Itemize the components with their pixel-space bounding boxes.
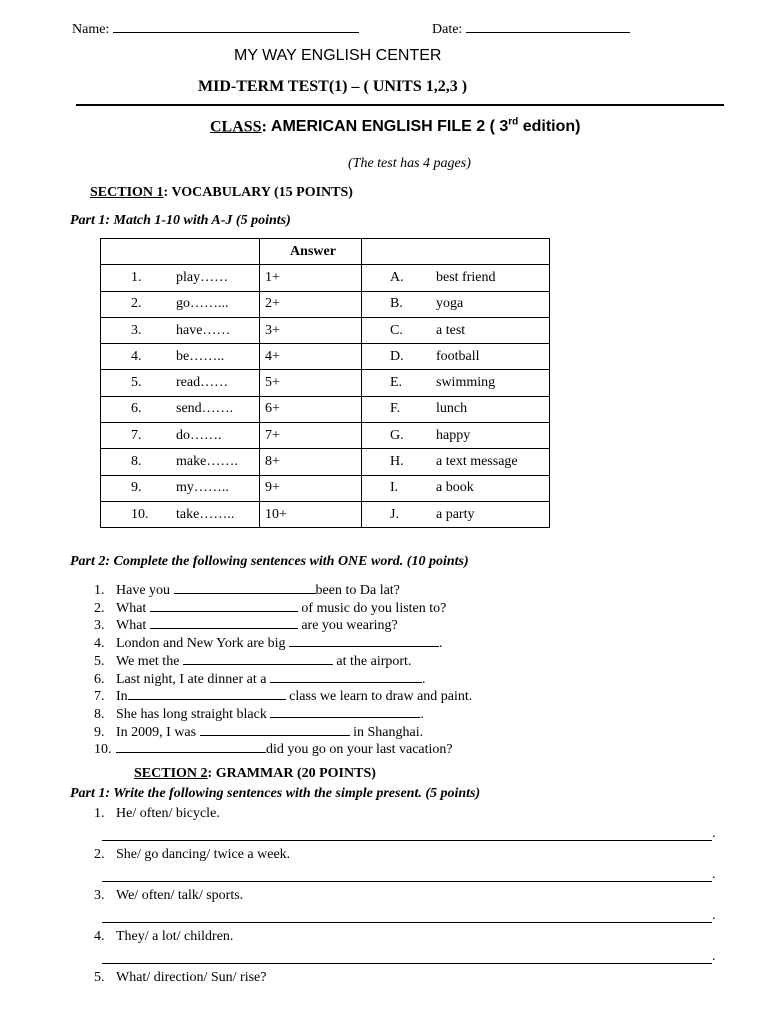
item-letter: F. (390, 401, 401, 417)
sentence-item (94, 686, 472, 705)
item-word: do……. (176, 427, 222, 443)
class-name: AMERICAN ENGLISH FILE 2 ( 3rd edition) (270, 117, 581, 136)
table-row (101, 423, 550, 449)
class-label: CLASS (210, 118, 262, 136)
sentence-start: We met the (116, 653, 183, 669)
answer-slot: 5+ (265, 375, 280, 391)
sentence-end: class we learn to draw and paint. (285, 689, 473, 705)
item-letter: D. (390, 348, 404, 364)
section1-part2-title: Part 2: Complete the following sentences with ONE word. (10 points) (70, 554, 469, 569)
table-row (101, 370, 550, 396)
sentence-end: . (421, 671, 426, 687)
item-number: 8. (131, 454, 142, 470)
date-field[interactable] (466, 19, 630, 33)
item-letter: B. (390, 296, 403, 312)
sentence-number: 10. (94, 742, 112, 758)
sentence-number: 6. (94, 671, 105, 687)
sentence-start: In (116, 689, 128, 705)
item-letter: E. (390, 375, 403, 391)
table-row (101, 317, 550, 343)
table-row (101, 475, 550, 501)
sentence-number: 2. (94, 600, 105, 616)
sentence-end: been to Da lat? (315, 583, 400, 598)
section1-part1-title: Part 1: Match 1-10 with A-J (5 points) (70, 213, 291, 228)
answer-slot: 7+ (265, 427, 280, 443)
answer-header: Answer (260, 239, 362, 265)
blank-field[interactable] (150, 598, 298, 612)
name-label: Name: (72, 19, 359, 38)
item-match: a book (436, 480, 474, 496)
sentence-start: What (116, 600, 150, 616)
answer-slot: 10+ (265, 506, 287, 522)
item-word: read…… (176, 375, 229, 391)
prompt-item (94, 806, 220, 822)
sentence-end: at the airport. (332, 653, 412, 669)
answer-slot: 8+ (265, 454, 280, 470)
answer-cell[interactable] (260, 396, 362, 422)
sentence-number: 7. (94, 689, 105, 705)
answer-cell[interactable] (260, 265, 362, 291)
prompt-text: They/ a lot/ children. (116, 929, 234, 944)
sentence-start: Have you (116, 583, 174, 598)
answer-cell[interactable] (260, 475, 362, 501)
sentence-item (94, 704, 424, 723)
answer-cell[interactable] (260, 317, 362, 343)
item-letter: J. (390, 506, 399, 522)
blank-field[interactable] (200, 722, 350, 736)
sentence-end: are you wearing? (297, 618, 398, 634)
item-number: 5. (131, 375, 142, 391)
item-number: 6. (131, 401, 142, 417)
table-row (101, 396, 550, 422)
school-name: MY WAY ENGLISH CENTER (234, 47, 442, 64)
item-match: football (436, 348, 480, 364)
sentence-item (94, 598, 446, 617)
sentence-item (94, 651, 411, 670)
sentence-end: did you go on your last vacation? (266, 742, 453, 758)
prompt-item (94, 929, 233, 945)
prompt-text: She/ go dancing/ twice a week. (116, 847, 291, 862)
test-title: MID-TERM TEST(1) – ( UNITS 1,2,3 ) (198, 78, 468, 95)
item-letter: C. (390, 322, 403, 338)
sentence-item (94, 722, 423, 741)
section2-heading: SECTION 2: GRAMMAR (20 POINTS) (134, 766, 376, 781)
item-match: a party (436, 506, 475, 522)
item-word: send……. (176, 401, 234, 417)
item-number: 1. (131, 269, 142, 285)
sentence-item (94, 669, 425, 688)
answer-cell[interactable] (260, 449, 362, 475)
item-match: best friend (436, 269, 496, 285)
item-match: swimming (436, 375, 496, 391)
sentence-number: 8. (94, 706, 105, 722)
item-word: go……... (176, 296, 229, 312)
sentence-item (94, 739, 453, 758)
item-letter: G. (390, 427, 404, 443)
prompt-item (94, 970, 266, 986)
section2-part1-title: Part 1: Write the following sentences with the simple present. (5 points) (70, 786, 481, 801)
blank-field[interactable] (270, 669, 422, 683)
answer-cell[interactable] (260, 344, 362, 370)
prompt-number: 5. (94, 970, 105, 985)
item-word: my…….. (176, 480, 229, 496)
pages-note: (The test has 4 pages) (348, 156, 471, 171)
sentence-start: She has long straight black (116, 706, 271, 722)
table-row (101, 291, 550, 317)
sentence-start: What (116, 618, 150, 634)
item-match: lunch (436, 401, 468, 417)
item-word: make……. (176, 454, 238, 470)
sentence-number: 9. (94, 724, 105, 740)
sentence-item (94, 615, 398, 634)
blank-field[interactable] (128, 686, 286, 700)
blank-field[interactable] (174, 580, 316, 594)
table-row (101, 344, 550, 370)
sentence-end: . (420, 706, 424, 722)
answer-slot: 3+ (265, 322, 280, 338)
prompt-number: 3. (94, 888, 105, 903)
answer-cell[interactable] (260, 501, 362, 527)
sentence-end: of music do you listen to? (297, 600, 447, 616)
table-row (101, 265, 550, 291)
answer-cell[interactable] (260, 370, 362, 396)
blank-field[interactable] (270, 704, 420, 718)
item-number: 3. (131, 322, 142, 338)
item-number: 4. (131, 348, 142, 364)
item-match: happy (436, 427, 471, 443)
section1-heading: SECTION 1: VOCABULARY (15 POINTS) (90, 185, 353, 200)
item-match: a text message (436, 454, 518, 470)
name-field[interactable] (113, 19, 359, 33)
prompt-text: What/ direction/ Sun/ rise? (116, 970, 267, 985)
prompt-item (94, 888, 243, 904)
item-word: take…….. (176, 506, 235, 522)
answer-slot: 9+ (265, 480, 280, 496)
sentence-start: London and New York are big (116, 636, 290, 652)
table-row (101, 449, 550, 475)
answer-slot: 4+ (265, 348, 280, 364)
matching-table (100, 238, 550, 528)
item-word: be…….. (176, 348, 225, 364)
class-line: CLASS: AMERICAN ENGLISH FILE 2 ( 3rd edition) (210, 117, 581, 136)
blank-field[interactable] (289, 633, 439, 647)
item-letter: H. (390, 454, 404, 470)
item-match: yoga (436, 296, 464, 312)
item-letter: A. (390, 269, 404, 285)
item-number: 7. (131, 427, 142, 443)
item-match: a test (436, 322, 466, 338)
sentence-start: In 2009, I was (116, 724, 200, 740)
blank-field[interactable] (116, 739, 266, 753)
item-word: have…… (176, 322, 231, 338)
sentence-number: 3. (94, 618, 105, 634)
answer-cell[interactable] (260, 423, 362, 449)
sentence-start: Last night, I ate dinner at a (116, 671, 270, 687)
sentence-end: . (439, 636, 443, 652)
item-number: 9. (131, 480, 142, 496)
answer-slot: 6+ (265, 401, 280, 417)
item-number: 2. (131, 296, 142, 312)
prompt-text: He/ often/ bicycle. (116, 806, 220, 821)
table-row (101, 501, 550, 527)
prompt-number: 4. (94, 929, 105, 944)
table-header-row (101, 239, 550, 265)
prompt-number: 1. (94, 806, 105, 821)
answer-slot: 1+ (265, 269, 280, 285)
prompt-item (94, 847, 290, 863)
blank-field[interactable] (150, 615, 298, 629)
item-word: play…… (176, 269, 229, 285)
prompt-text: We/ often/ talk/ sports. (116, 888, 244, 903)
answer-slot: 2+ (265, 296, 280, 312)
date-label: Date: (432, 19, 630, 38)
sentence-number: 5. (94, 653, 105, 669)
sentence-item (94, 633, 443, 652)
header-divider (76, 104, 724, 106)
item-number: 10. (131, 506, 149, 522)
sentence-item (94, 580, 400, 599)
sentence-number: 4. (94, 636, 105, 652)
item-letter: I. (390, 480, 399, 496)
prompt-number: 2. (94, 847, 105, 862)
answer-cell[interactable] (260, 291, 362, 317)
sentence-number: 1. (94, 583, 105, 598)
blank-field[interactable] (183, 651, 333, 665)
sentence-end: in Shanghai. (349, 724, 424, 740)
